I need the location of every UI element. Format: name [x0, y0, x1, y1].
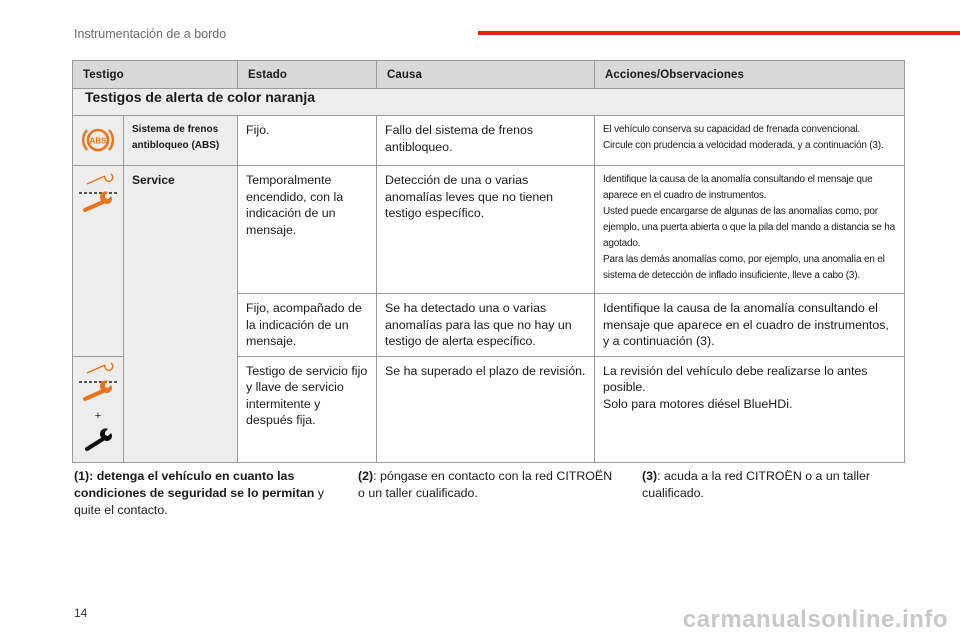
icon-cell: [73, 166, 124, 357]
footnote-2-label: (2): [358, 469, 374, 483]
footnote-1-bold-text: : detenga el vehículo en cuanto las condiciones de seguridad se lo permitan: [74, 469, 315, 500]
section-title: Testigos de alerta de color naranja: [73, 89, 905, 116]
footnote-2-text: : póngase en contacto con la red CITROËN o un taller cualificado.: [358, 469, 613, 500]
action-text: La revisión del vehículo debe realizarse lo antes posible. Solo para motores diésel BlueHDi.: [595, 356, 905, 462]
icon-cell: [73, 356, 124, 462]
service-wrench-plus-icon: [77, 359, 119, 455]
cause-text: Se ha detectado una o varias anomalías para las que no hay un testigo de alerta específico.: [377, 294, 595, 357]
svg-text:ABS: ABS: [89, 136, 107, 146]
state-label: Sistema de frenos antibloqueo (ABS): [124, 116, 238, 166]
service-wrench-icon: [77, 170, 119, 216]
watermark: carmanualsonline.info: [682, 606, 948, 633]
footnote-1-text: y quite el contacto.: [74, 486, 324, 517]
cause-text: Se ha superado el plazo de revisión.: [377, 356, 595, 462]
section-row: [73, 89, 905, 116]
header-accent-bar: [478, 31, 960, 35]
status-text: Fijo, acompañado de la indicación de un mensaje.: [238, 294, 377, 357]
column-header-estado: Estado: [238, 61, 377, 89]
action-text: El vehículo conserva su capacidad de frenada convencional. Circule con prudencia a velocidad moderada, y a continuación (3).: [595, 116, 905, 166]
table-row: [73, 166, 905, 294]
footnote-1: [74, 468, 334, 519]
footnote-3-text: : acuda a la red CITROËN o a un taller cualificado.: [642, 469, 870, 500]
footnote-3-label: (3): [642, 469, 658, 483]
cause-text: Detección de una o varias anomalías leves que no tienen testigo específico.: [377, 166, 595, 294]
abs-warning-icon: [80, 122, 116, 158]
page-header-title: Instrumentación de a bordo: [74, 27, 227, 41]
table-row: [73, 116, 905, 166]
column-header-testigo: Testigo: [73, 61, 238, 89]
column-header-causa: Causa: [377, 61, 595, 89]
action-text: Identifique la causa de la anomalía consultando el mensaje que aparece en el cuadro de instrumentos. Usted puede encargarse de algunas de las anomalías como, por ejemplo, una puerta abierta o que la pila del mando a distancia se ha agotado. Para las demás anomalías como, por ejemplo, una anomalía en el sistema de detección de inflado insuficiente, lleve a cabo (3).: [595, 166, 905, 294]
warning-lights-table: [72, 60, 905, 463]
action-text: Identifique la causa de la anomalía consultando el mensaje que aparece en el cuadro de instrumentos, y a continuación (3).: [595, 294, 905, 357]
status-text: Testigo de servicio fijo y llave de servicio intermitente y después fija.: [238, 356, 377, 462]
column-header-acciones: Acciones/Observaciones: [595, 61, 905, 89]
status-text: Fijo.: [238, 116, 377, 166]
footnote-3: [642, 468, 904, 502]
cause-text: Fallo del sistema de frenos antibloqueo.: [377, 116, 595, 166]
status-text: Temporalmente encendido, con la indicación de un mensaje.: [238, 166, 377, 294]
page-number: 14: [74, 606, 88, 620]
icon-cell: [73, 116, 124, 166]
footnote-2: [358, 468, 620, 502]
table-header-row: [73, 61, 905, 89]
state-label: Service: [124, 166, 238, 463]
plus-sign: +: [94, 409, 102, 422]
footnote-1-label: (1): [74, 469, 90, 483]
